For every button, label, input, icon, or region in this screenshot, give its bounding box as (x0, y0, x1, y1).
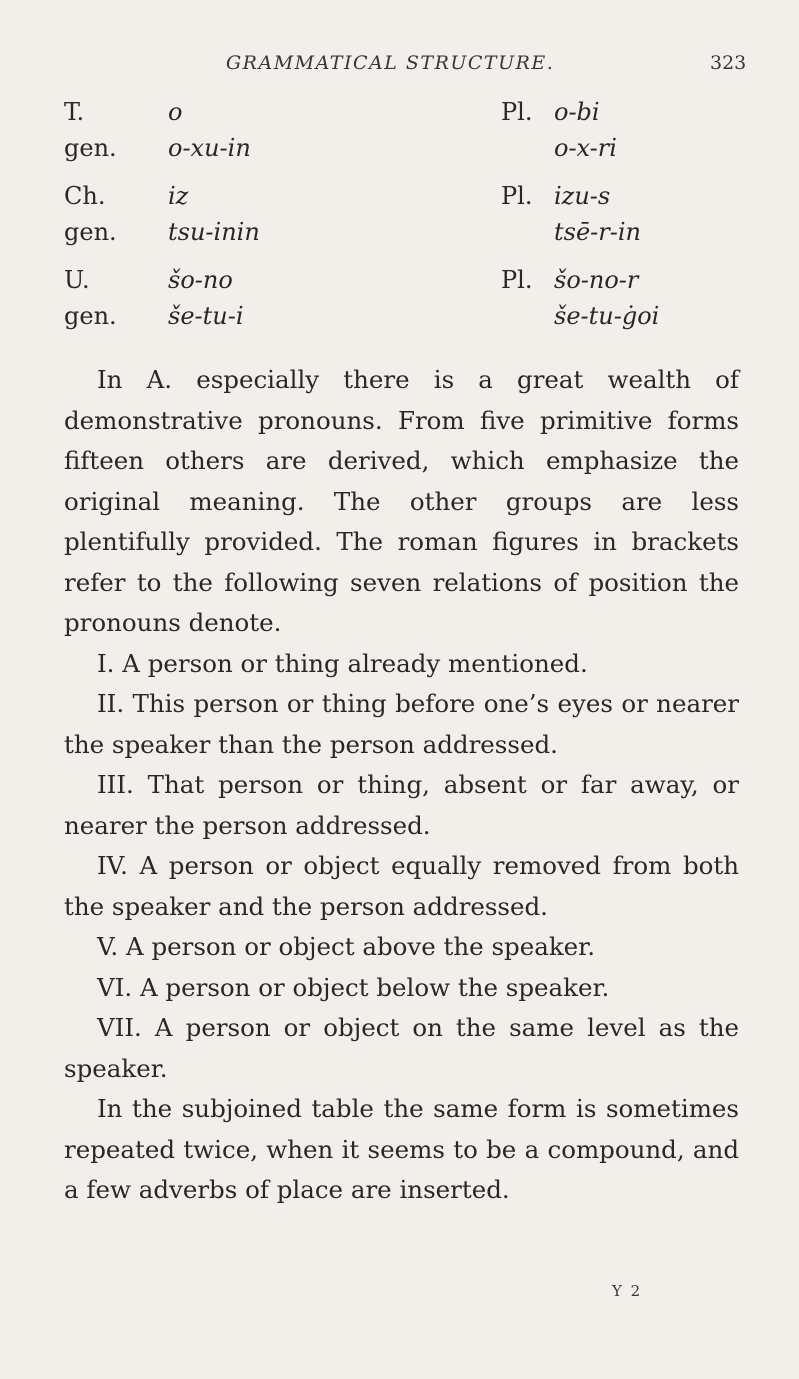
case-label: gen. (64, 218, 117, 246)
paradigm-row (64, 130, 744, 166)
plural-label: Pl. (501, 98, 533, 126)
paragraph: In A. especially there is a great wealth of demonstrative pronouns. From five primitive forms fifteen others are derived, which emphasize the original meaning. The other groups are less plentifully provided. The roman figures in brackets refer to the following seven relations of position the pronouns denote. (64, 365, 739, 637)
plural-label: Pl. (501, 266, 533, 294)
plural-form: še-tu-ġoi (554, 302, 660, 330)
case-label: gen. (64, 302, 117, 330)
body-text (64, 360, 739, 1211)
relation-item: I. A person or thing already mentioned. (97, 648, 588, 678)
running-head: GRAMMATICAL STRUCTURE. (226, 52, 555, 74)
relation-item: II. This person or thing before one’s eyes or nearer the speaker than the person addressed. (64, 689, 739, 759)
singular-form: tsu-inin (168, 218, 260, 246)
case-label: T. (64, 98, 85, 126)
plural-form: o-bi (554, 98, 600, 126)
signature-mark: Y 2 (612, 1282, 643, 1300)
paradigm-block (64, 262, 744, 334)
paradigm-row (64, 298, 744, 334)
plural-form: šo-no-r (554, 266, 639, 294)
paradigm-row (64, 214, 744, 250)
relation-item: VII. A person or object on the same level as the speaker. (64, 1013, 739, 1083)
relation-item: V. A person or object above the speaker. (97, 932, 595, 961)
paragraph: In the subjoined table the same form is sometimes repeated twice, when it seems to be a compound, and a few adverbs of place are inserted. (64, 1094, 739, 1204)
relation-item: III. That person or thing, absent or far away, or nearer the person addressed. (64, 770, 739, 840)
singular-form: o-xu-in (168, 134, 251, 162)
singular-form: iz (168, 182, 189, 210)
plural-label: Pl. (501, 182, 533, 210)
case-label: U. (64, 266, 90, 294)
singular-form: o (168, 98, 183, 126)
singular-form: šo-no (168, 266, 233, 294)
plural-form: izu-s (554, 182, 611, 210)
paradigm-block (64, 94, 744, 166)
singular-form: še-tu-i (168, 302, 244, 330)
plural-form: tsē-r-in (554, 218, 641, 246)
paradigm-block (64, 178, 744, 250)
relation-item: IV. A person or object equally removed from both the speaker and the person addressed. (64, 851, 739, 921)
paradigm-row (64, 178, 744, 214)
relation-item: VI. A person or object below the speaker. (97, 972, 610, 1002)
paradigm-row (64, 262, 744, 298)
paradigm-row (64, 94, 744, 130)
case-label: gen. (64, 134, 117, 162)
plural-form: o-x-ri (554, 134, 617, 162)
page-number: 323 (710, 52, 747, 74)
case-label: Ch. (64, 182, 106, 210)
